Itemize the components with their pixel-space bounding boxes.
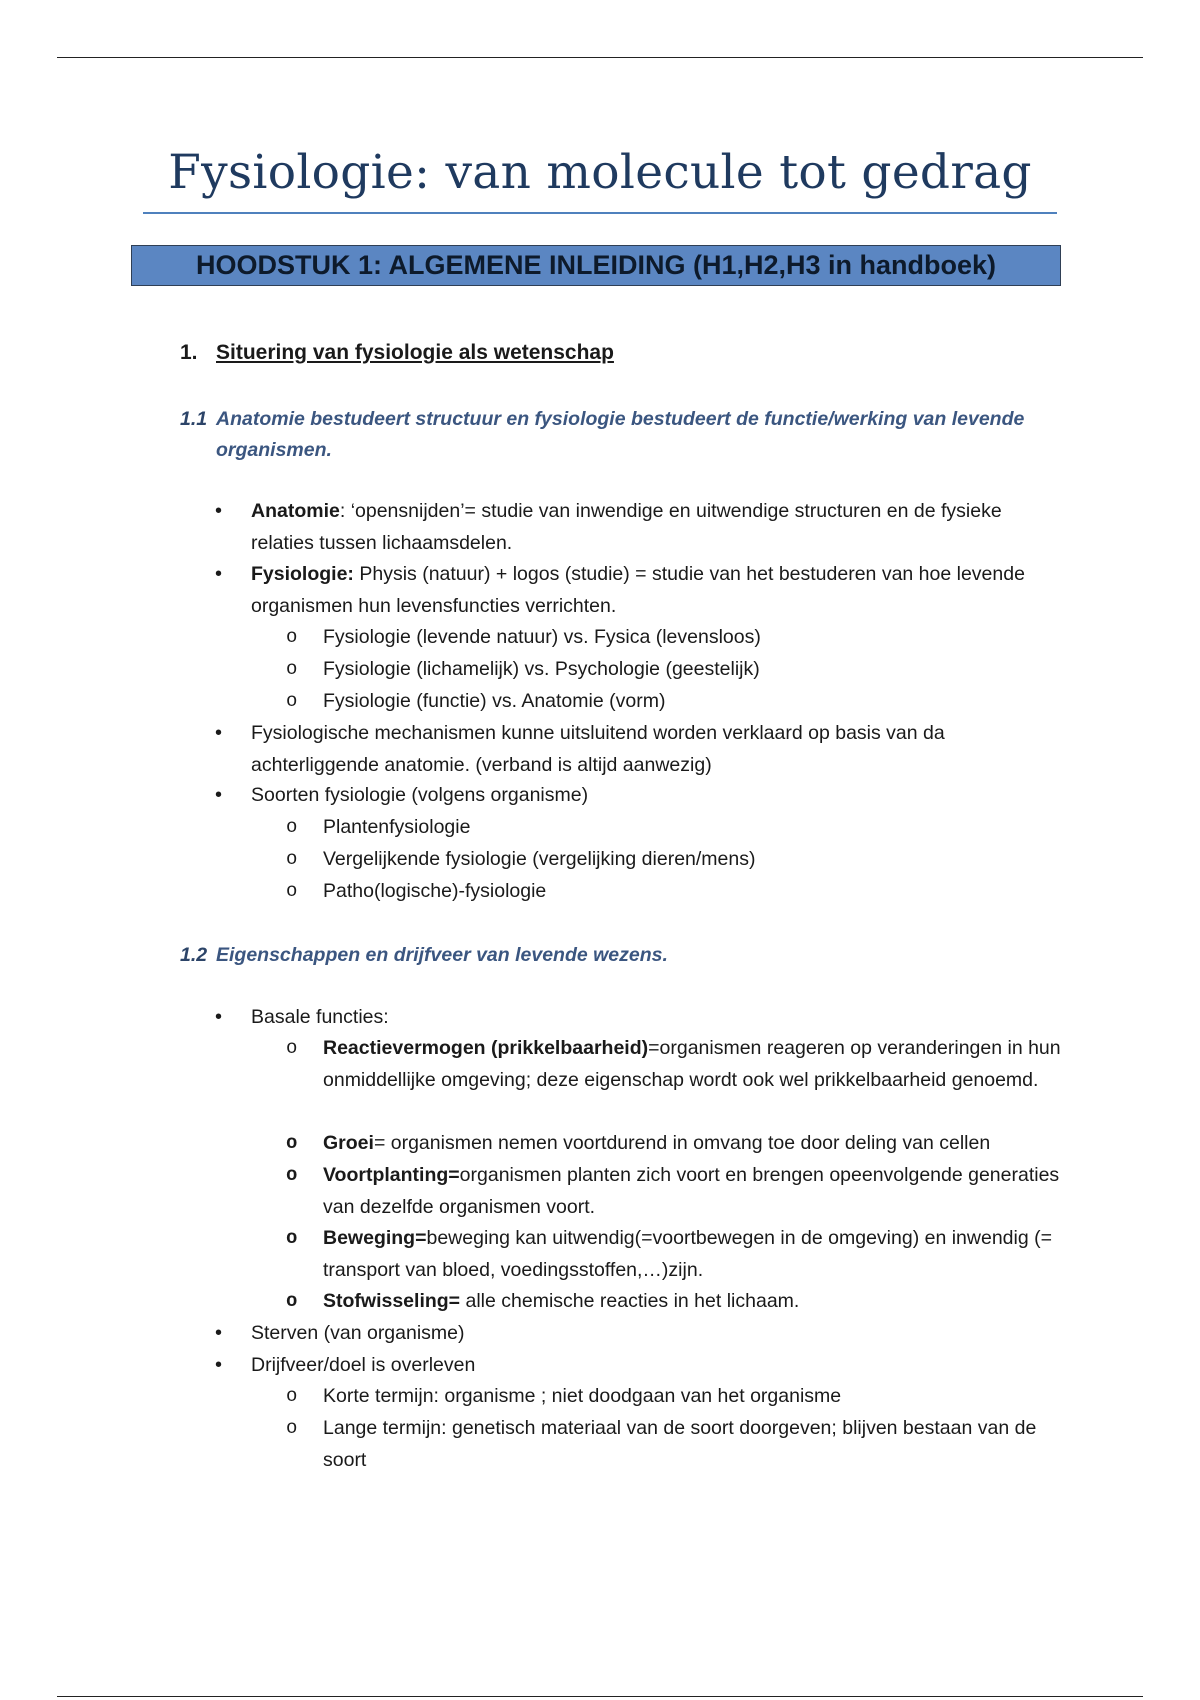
sub-bullet-icon: o — [286, 880, 298, 902]
subsection-title: Eigenschappen en drijfveer van levende wezens. — [216, 944, 668, 966]
sub-item — [286, 812, 1063, 844]
sub-item-text: Patho(logische)-fysiologie — [323, 880, 547, 902]
text-stofwisseling: alle chemische reacties in het lichaam. — [460, 1290, 800, 1312]
text-groei: = organismen nemen voortdurend in omvang toe door deling van cellen — [373, 1132, 991, 1154]
text-fysiologie: Physis (natuur) + logos (studie) = studie van het bestuderen van hoe levende organismen hun levensfuncties verrichten. — [251, 563, 1025, 617]
subsection-title: Anatomie bestudeert structuur en fysiologie bestudeert de functie/werking van levende organismen. — [216, 408, 1025, 461]
sub-item-groei — [286, 1128, 1063, 1160]
sub-item-text: Fysiologie (functie) vs. Anatomie (vorm) — [323, 690, 666, 712]
term-beweging: Beweging= — [323, 1227, 427, 1249]
sub-item — [286, 622, 1063, 654]
sub-item-reactie — [286, 1033, 1063, 1096]
subsection-heading-1-1 — [180, 404, 1060, 466]
sub-item — [286, 876, 1063, 908]
sub-item — [286, 686, 1063, 718]
text-reactie: =organismen reageren op veranderingen in hun onmiddellijke omgeving; deze eigenschap wordt ook wel prikkelbaarheid genoemd. — [323, 1037, 1061, 1091]
top-rule — [57, 57, 1143, 58]
bottom-rule — [57, 1696, 1143, 1697]
list-item-sterven — [251, 1318, 1061, 1350]
list-item-basale — [251, 1002, 1061, 1034]
sub-bullet-icon: o — [286, 1290, 298, 1312]
term-groei: Groei — [323, 1132, 374, 1154]
sub-item — [286, 1381, 1063, 1413]
document-title: Fysiologie: van molecule tot gedrag — [168, 145, 1032, 200]
list-item-fysiologie — [251, 559, 1061, 622]
list-item-mechanismen — [251, 718, 1061, 781]
list-item-text: Drijfveer/doel is overleven — [251, 1354, 476, 1376]
subsection-number: 1.1 — [180, 408, 208, 430]
term-fysiologie: Fysiologie: — [251, 563, 354, 585]
sub-item-stofwisseling — [286, 1286, 1063, 1318]
sub-item-text: Korte termijn: organisme ; niet doodgaan van het organisme — [323, 1385, 842, 1407]
sub-item-text: Lange termijn: genetisch materiaal van de soort doorgeven; blijven bestaan van de soort — [323, 1417, 1037, 1471]
section-title: Situering van fysiologie als wetenschap — [216, 341, 614, 364]
section-number: 1. — [180, 341, 198, 364]
sub-item — [286, 654, 1063, 686]
sub-item — [286, 844, 1063, 876]
sub-bullet-icon: o — [286, 1132, 298, 1154]
text-voortplanting: organismen planten zich voort en brengen opeenvolgende generaties van dezelfde organismen voort. — [323, 1164, 1060, 1218]
list-item-text: Basale functies: — [251, 1006, 389, 1028]
sub-item-text: Fysiologie (lichamelijk) vs. Psychologie (geestelijk) — [323, 658, 760, 680]
list-item-text: Fysiologische mechanismen kunne uitsluitend worden verklaard op basis van da achterliggende anatomie. (verband is altijd aanwezig) — [251, 722, 945, 776]
list-item-soorten — [251, 780, 1061, 812]
sub-bullet-icon: o — [286, 1227, 298, 1249]
list-item-text: Sterven (van organisme) — [251, 1322, 465, 1344]
sub-bullet-icon: o — [286, 1164, 298, 1186]
term-stofwisseling: Stofwisseling= — [323, 1290, 461, 1312]
sub-item-text: Plantenfysiologie — [323, 816, 471, 838]
section-heading — [180, 338, 614, 368]
list-item-text: Soorten fysiologie (volgens organisme) — [251, 784, 589, 806]
sub-bullet-icon: o — [286, 1385, 298, 1407]
title-underline — [143, 212, 1057, 214]
sub-item-beweging — [286, 1223, 1063, 1286]
term-anatomie: Anatomie — [251, 500, 340, 522]
chapter-heading: HOODSTUK 1: ALGEMENE INLEIDING (H1,H2,H3 in handboek) — [131, 245, 1061, 286]
term-voortplanting: Voortplanting= — [323, 1164, 460, 1186]
sub-item-voortplanting — [286, 1160, 1063, 1223]
sub-bullet-icon: o — [286, 690, 298, 712]
sub-bullet-icon: o — [286, 658, 298, 680]
sub-bullet-icon: o — [286, 1417, 298, 1439]
subsection-number: 1.2 — [180, 944, 208, 966]
sub-item-text: Fysiologie (levende natuur) vs. Fysica (levensloos) — [323, 626, 761, 648]
sub-item — [286, 1413, 1063, 1476]
term-reactie: Reactievermogen (prikkelbaarheid) — [323, 1037, 649, 1059]
subsection-heading-1-2 — [180, 940, 1060, 971]
sub-bullet-icon: o — [286, 848, 298, 870]
sub-bullet-icon: o — [286, 816, 298, 838]
sub-bullet-icon: o — [286, 626, 298, 648]
text-beweging: beweging kan uitwendig(=voortbewegen in de omgeving) en inwendig (= transport van bloed, voedingsstoffen,…)zijn. — [323, 1227, 1052, 1281]
sub-bullet-icon: o — [286, 1037, 298, 1059]
sub-item-text: Vergelijkende fysiologie (vergelijking dieren/mens) — [323, 848, 756, 870]
list-item-drijfveer — [251, 1350, 1061, 1382]
list-item-anatomie — [251, 496, 1061, 559]
text-anatomie: : ‘opensnijden’= studie van inwendige en uitwendige structuren en de fysieke relaties tussen lichaamsdelen. — [251, 500, 1002, 554]
